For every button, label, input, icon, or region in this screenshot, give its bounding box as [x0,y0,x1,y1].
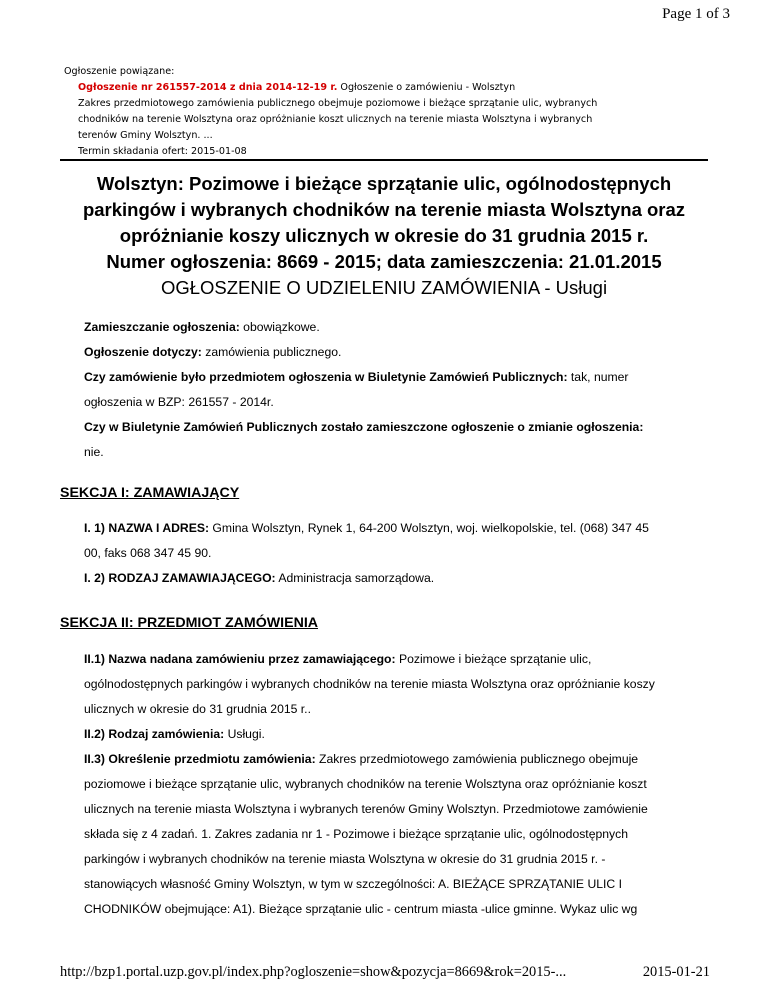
related-notice [64,64,704,160]
related-ref-link[interactable]: Ogłoszenie nr 261557-2014 z dnia 2014-12-19 r. [78,82,338,93]
section-field-cont: 00, faks 068 347 45 90. [84,546,212,560]
intro-field: Czy w Biuletynie Zamówień Publicznych zostało zamieszczone ogłoszenie o zmianie ogłoszenia: [84,420,644,434]
section-field-cont: ulicznych na terenie miasta Wolsztyna i wybranych terenów Gminy Wolsztyn. Przedmiotowe zamówienie [84,802,648,816]
section-field: II.2) Rodzaj zamówienia: Usługi. [84,727,265,741]
section-field-cont: składa się z 4 zadań. 1. Zakres zadania nr 1 - Pozimowe i bieżące sprzątanie ulic, ogólnodostępnych [84,827,628,841]
section-field-cont: parkingów i wybranych chodników na terenie miasta Wolsztyna w okresie do 31 grudnia 2015 r. - [84,852,606,866]
title-line: Numer ogłoszenia: 8669 - 2015; data zamieszczenia: 21.01.2015 [106,251,662,272]
section-field-cont: ulicznych w okresie do 31 grudnia 2015 r.. [84,702,311,716]
section-heading: SEKCJA II: PRZEDMIOT ZAMÓWIENIA [60,615,319,631]
notice-title [60,171,708,301]
section-field-cont: stanowiących własność Gminy Wolsztyn, w tym w szczególności: A. BIEŻĄCE SPRZĄTANIE ULIC I [84,877,622,891]
related-deadline: Termin składania ofert: 2015-01-08 [78,146,247,157]
title-line: opróżnianie koszy ulicznych w okresie do 31 grudnia 2015 r. [119,225,649,246]
related-label: Ogłoszenie powiązane: [64,66,175,77]
related-ref-line [64,80,704,96]
section-field-cont: CHODNIKÓW obejmujące: A1). Bieżące sprzątanie ulic - centrum miasta -ulice gminne. Wykaz ulic wg [84,902,638,916]
horizontal-divider [60,159,708,161]
title-line: Wolsztyn: Pozimowe i bieżące sprzątanie ulic, ogólnodostępnych [96,173,672,194]
section1-fields [84,516,704,591]
intro-field: Zamieszczanie ogłoszenia: obowiązkowe. [84,320,320,334]
related-summary-line: chodników na terenie Wolsztyna oraz opróżnianie koszt ulicznych na terenie miasta Wolsztyna i wybranych [78,114,593,125]
section-field-cont: poziomowe i bieżące sprzątanie ulic, wybranych chodników na terenie Wolsztyna oraz opróżnianie koszt [84,777,647,791]
title-line: parkingów i wybranych chodników na terenie miasta Wolsztyna oraz [82,199,686,220]
section-field: I. 2) RODZAJ ZAMAWIAJĄCEGO: Administracja samorządowa. [84,571,435,585]
intro-fields [84,315,704,465]
section-field: I. 1) NAZWA I ADRES: Gmina Wolsztyn, Rynek 1, 64-200 Wolsztyn, woj. wielkopolskie, tel. (068) 347 45 [84,521,649,535]
intro-field-cont: nie. [84,445,104,459]
section-field: II.1) Nazwa nadana zamówieniu przez zamawiającego: Pozimowe i bieżące sprzątanie ulic, [84,652,592,666]
section-field: II.3) Określenie przedmiotu zamówienia: Zakres przedmiotowego zamówienia publicznego obejmuje [84,752,639,766]
related-summary-line: Zakres przedmiotowego zamówienia publicznego obejmuje poziomowe i bieżące sprzątanie ulic, wybranych [78,98,598,109]
related-ref-desc: Ogłoszenie o zamówieniu - Wolsztyn [337,82,516,93]
page-number: Page 1 of 3 [662,6,730,22]
section-heading: SEKCJA I: ZAMAWIAJĄCY [60,485,240,501]
related-summary-line: terenów Gminy Wolsztyn. ... [78,130,213,141]
section2-fields [84,647,704,922]
intro-field: Czy zamówienie było przedmiotem ogłoszenia w Biuletynie Zamówień Publicznych: tak, numer [84,370,629,384]
print-footer [60,964,710,981]
footer-date: 2015-01-21 [642,964,710,980]
intro-field: Ogłoszenie dotyczy: zamówienia publicznego. [84,345,342,359]
section-field-cont: ogólnodostępnych parkingów i wybranych chodników na terenie miasta Wolsztyna oraz opróżnianie koszy [84,677,655,691]
footer-url[interactable]: http://bzp1.portal.uzp.gov.pl/index.php?ogloszenie=show&pozycja=8669&rok=2015-... [60,964,567,980]
notice-subtitle: OGŁOSZENIE O UDZIELENIU ZAMÓWIENIA - Usługi [160,277,608,298]
intro-field-cont: ogłoszenia w BZP: 261557 - 2014r. [84,395,274,409]
